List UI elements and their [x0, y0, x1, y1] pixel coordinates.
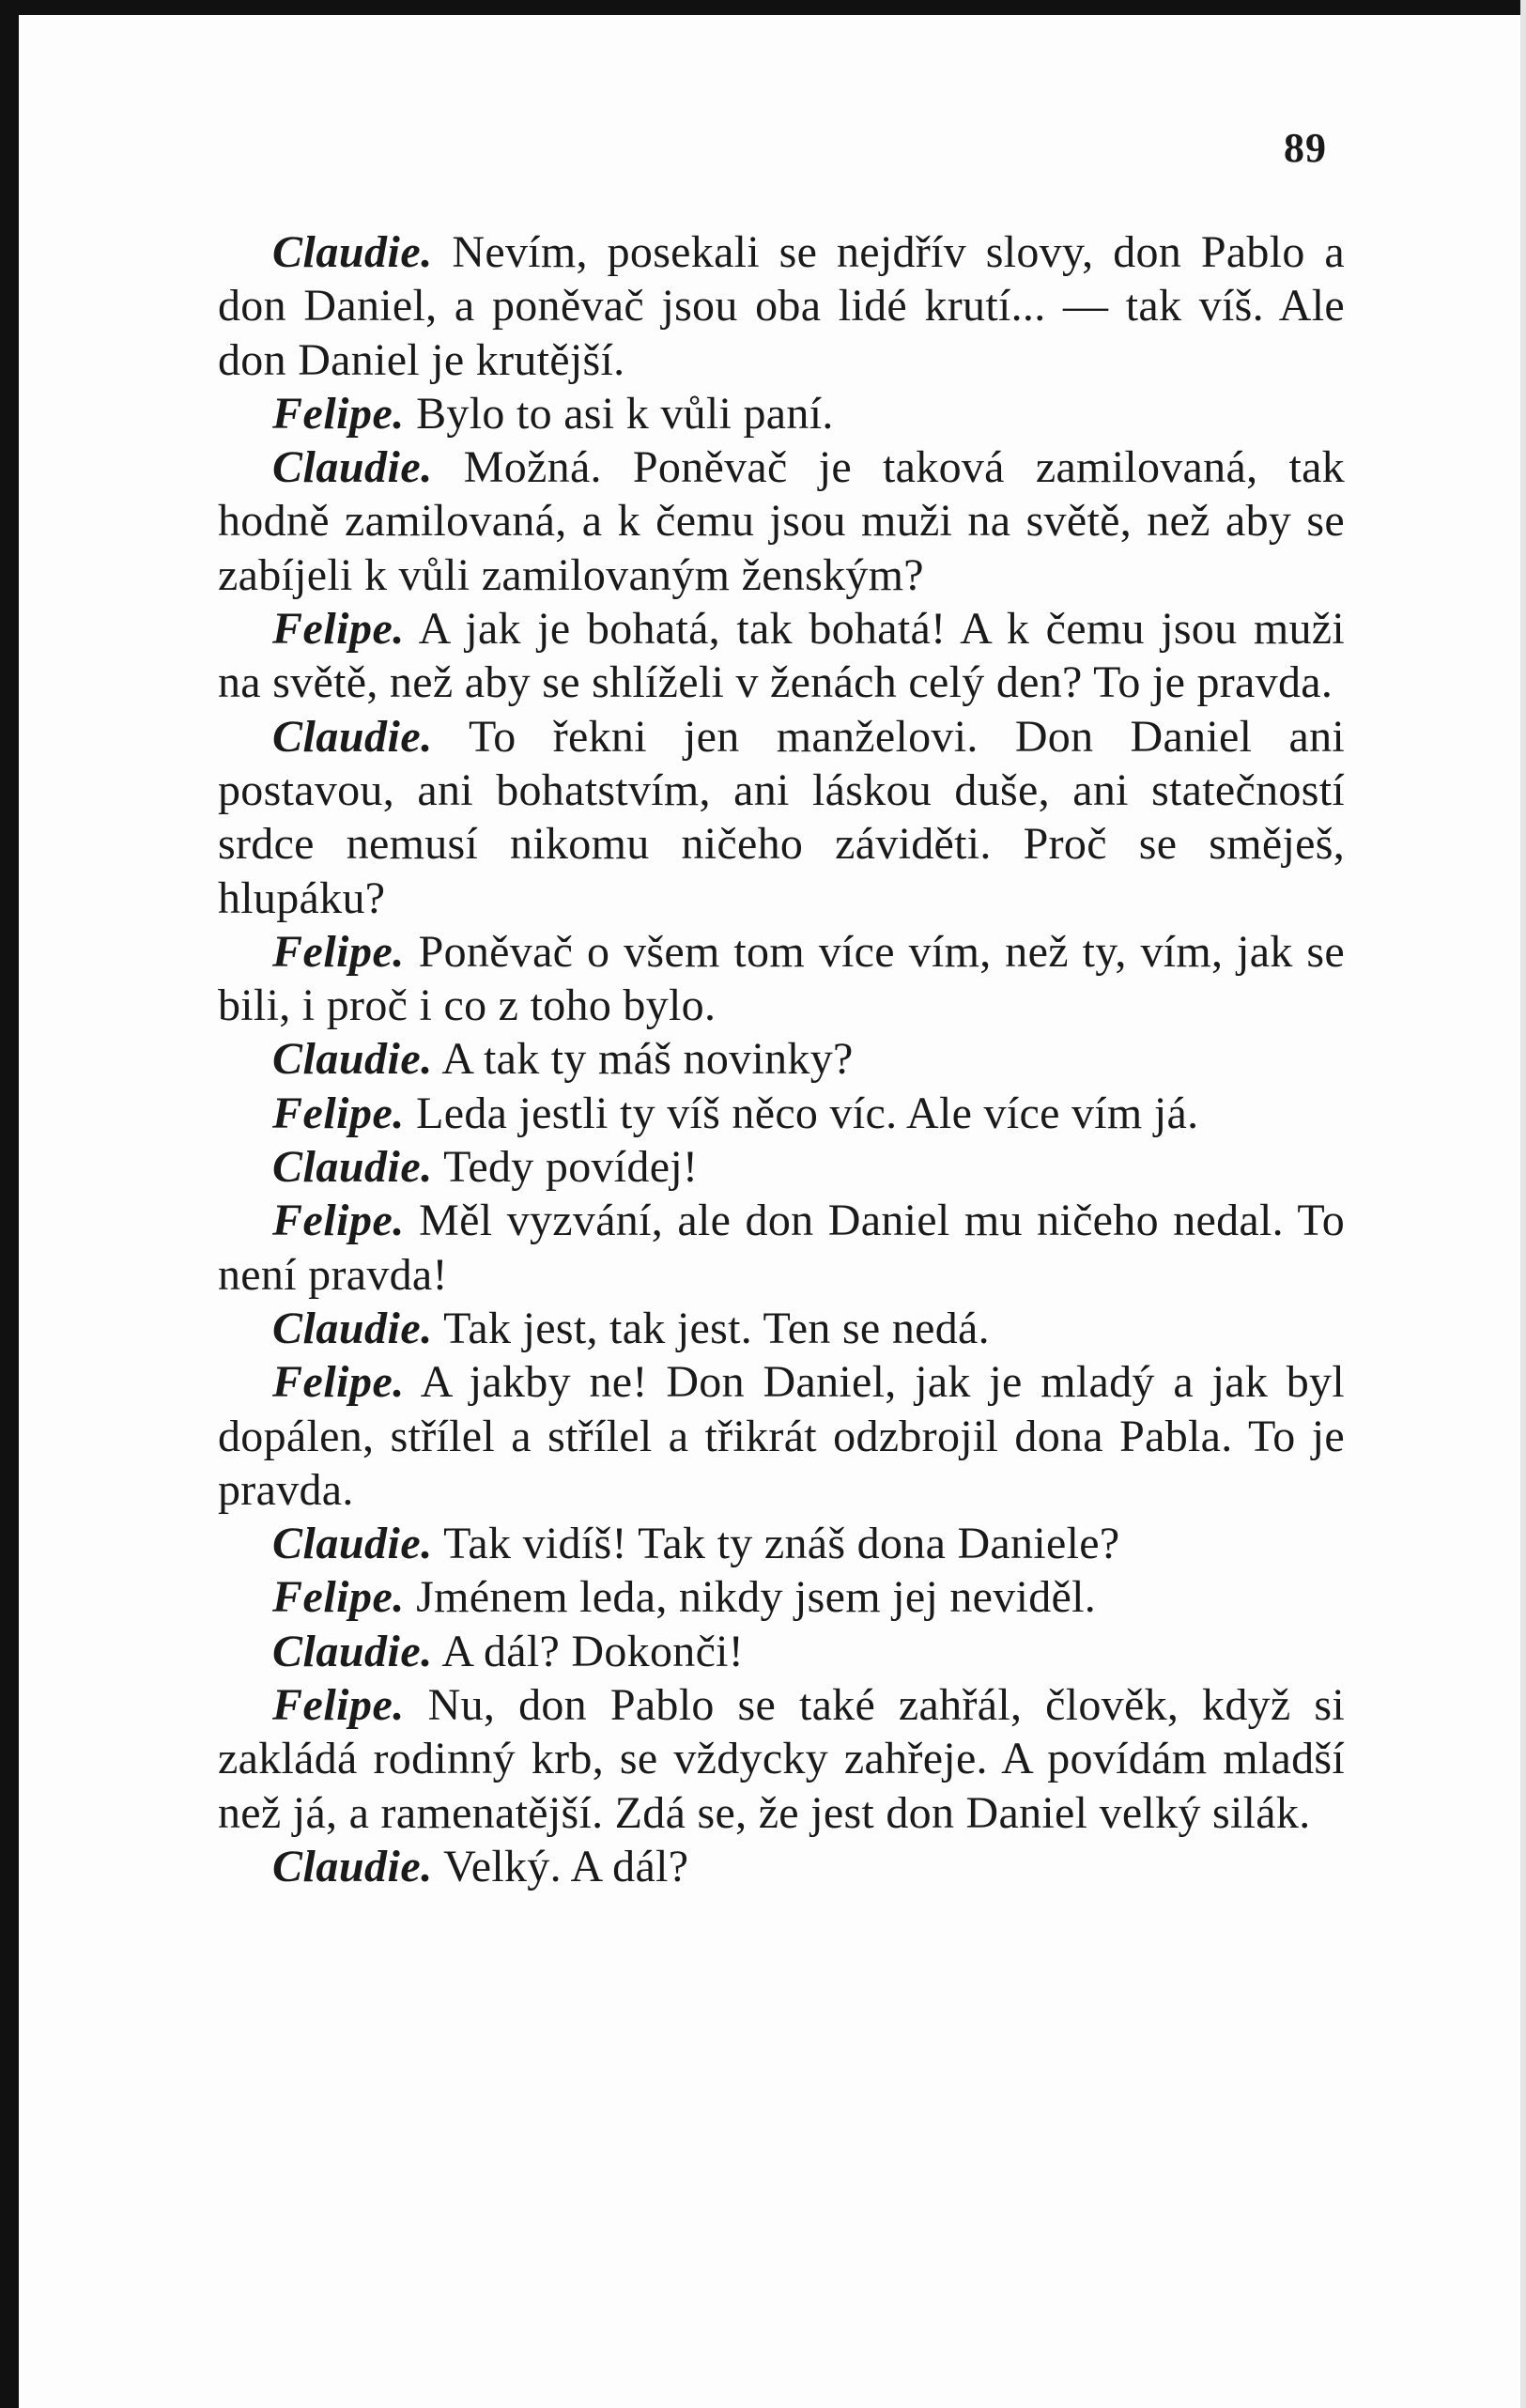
line-text: Jménem leda, nikdy jsem jej neviděl.	[416, 1572, 1097, 1623]
dialogue-line	[218, 602, 1345, 710]
dialogue-line	[218, 1087, 1345, 1140]
dialogue-line	[218, 1625, 1345, 1678]
line-text: Tak vidíš! Tak ty znáš dona Daniele?	[443, 1519, 1120, 1569]
speaker-name: Felipe.	[272, 1088, 405, 1138]
line-text: Nevím, posekali se nejdřív slovy, don Pablo a don Daniel, a poněvač jsou oba lidé krutí... — tak víš. Ale don Daniel je krutější.	[218, 227, 1345, 385]
speaker-name: Claudie.	[272, 1626, 433, 1676]
dialogue-line	[218, 1302, 1345, 1355]
speaker-name: Felipe.	[272, 1572, 405, 1623]
dialogue-line	[218, 387, 1345, 440]
speaker-name: Felipe.	[272, 1680, 405, 1731]
line-text: A tak ty máš novinky?	[441, 1034, 854, 1085]
line-text: Poněvač o všem tom více vím, než ty, vím, jak se bili, i proč i co z toho bylo.	[218, 926, 1345, 1031]
line-text: Tak jest, tak jest. Ten se nedá.	[443, 1303, 990, 1353]
line-text: Nu, don Pablo se také zahřál, člověk, když si zakládá rodinný krb, se vždycky zahřeje. A povídám mladší než já, a ramenatější. Zdá se, že jest don Daniel velký silák.	[218, 1680, 1345, 1838]
speaker-name: Felipe.	[272, 1196, 405, 1246]
line-text: Tedy povídej!	[443, 1142, 699, 1193]
speaker-name: Felipe.	[272, 604, 405, 655]
dialogue-line	[218, 1517, 1345, 1570]
speaker-name: Claudie.	[272, 442, 433, 493]
dialogue-line	[218, 1355, 1345, 1517]
dialogue-line	[218, 1840, 1345, 1893]
dialogue-line	[218, 1678, 1345, 1840]
line-text: A jak je bohatá, tak bohatá! A k čemu jsou muži na světě, než aby se shlíželi v ženách celý den? To je pravda.	[218, 604, 1346, 708]
page-number: 89	[1284, 125, 1327, 171]
speaker-name: Claudie.	[272, 1519, 433, 1569]
speaker-name: Felipe.	[272, 926, 405, 977]
dialogue-line	[218, 225, 1345, 387]
line-text: Velký. A dál?	[443, 1841, 689, 1891]
dialogue-line	[218, 1032, 1345, 1086]
speaker-name: Claudie.	[272, 1303, 433, 1353]
dialogue-line	[218, 1140, 1345, 1194]
scan-border-top	[0, 0, 1526, 15]
line-text: Bylo to asi k vůli paní.	[416, 388, 834, 439]
line-text: A dál? Dokonči!	[441, 1626, 745, 1676]
speaker-name: Claudie.	[272, 1034, 433, 1085]
line-text: To řekni jen manželovi. Don Daniel ani postavou, ani bohatstvím, ani láskou duše, ani statečností srdce nemusí nikomu ničeho záviděti. Proč se směješ, hlupáku?	[218, 711, 1346, 923]
scan-border-right	[1520, 0, 1526, 2408]
dialogue-line	[218, 710, 1345, 925]
line-text: Možná. Poněvač je taková zamilovaná, tak hodně zamilovaná, a k čemu jsou muži na světě, než aby se zabíjeli k vůli zamilovaným ženským?	[218, 442, 1345, 600]
dialogue-line	[218, 1194, 1345, 1302]
dialogue-line	[218, 925, 1345, 1033]
line-text: Měl vyzvání, ale don Daniel mu ničeho nedal. To není pravda!	[218, 1196, 1345, 1300]
speaker-name: Felipe.	[272, 388, 405, 439]
speaker-name: Felipe.	[272, 1357, 405, 1408]
dialogue-line	[218, 440, 1345, 602]
line-text: A jakby ne! Don Daniel, jak je mladý a jak byl dopálen, střílel a střílel a třikrát odzbrojil dona Pabla. To je pravda.	[218, 1357, 1345, 1515]
scan-border-left	[0, 0, 19, 2408]
dialogue-text	[218, 225, 1345, 1893]
dialogue-line	[218, 1570, 1345, 1624]
speaker-name: Claudie.	[272, 1841, 433, 1891]
speaker-name: Claudie.	[272, 1142, 433, 1193]
speaker-name: Claudie.	[272, 711, 433, 762]
line-text: Leda jestli ty víš něco víc. Ale více vím já.	[416, 1088, 1199, 1138]
speaker-name: Claudie.	[272, 227, 433, 277]
